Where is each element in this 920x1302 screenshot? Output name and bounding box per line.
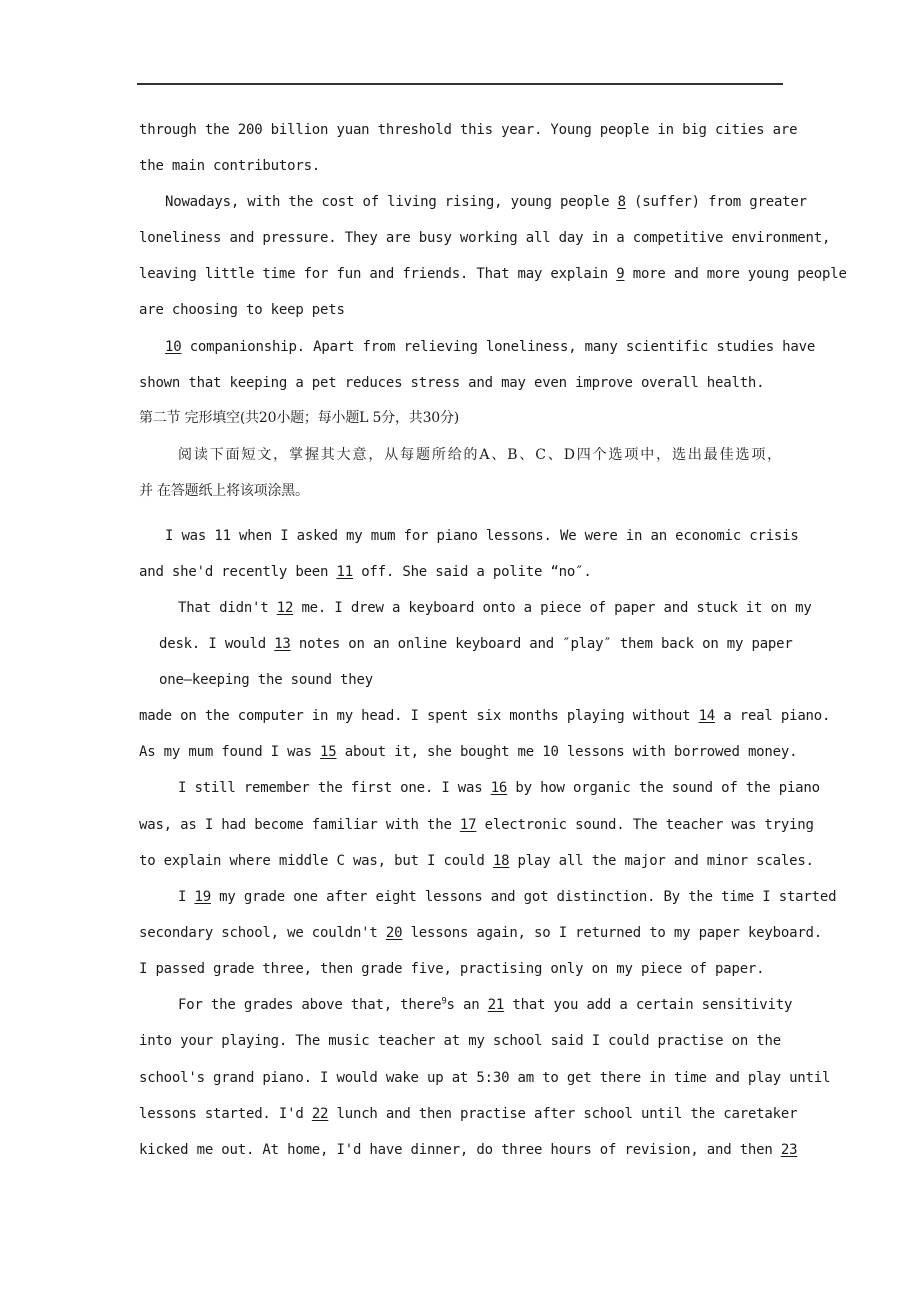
text-line: leaving little time for fun and friends. That may explain 9 more and more young people (139, 266, 847, 282)
blank-21: 21 (487, 997, 505, 1013)
blank-8: 8 (617, 194, 626, 210)
text-line: I was 11 when I asked my mum for piano lessons. We were in an economic crisis (165, 528, 799, 544)
text-line: shown that keeping a pet reduces stress and may even improve overall health. (139, 375, 765, 391)
blank-9: 9 (616, 266, 625, 282)
text-line: through the 200 billion yuan threshold this year. Young people in big cities are (139, 122, 798, 138)
text-line: secondary school, we couldn't 20 lessons again, so I returned to my paper keyboard. (139, 925, 823, 941)
text-line: For the grades above that, there$^9$s an 21 that you add a certain sensitivity (178, 996, 793, 1013)
blank-18: 18 (492, 853, 510, 869)
blank-12: 12 (276, 600, 294, 616)
text-line: was, as I had become familiar with the 17 electronic sound. The teacher was trying (139, 817, 814, 833)
text-line: made on the computer in my head. I spent six months playing without 14 a real piano. (139, 708, 831, 724)
blank-23: 23 (780, 1142, 798, 1158)
text-line: one—keeping the sound they (159, 672, 373, 688)
text-line: into your playing. The music teacher at my school said I could practise on the (139, 1033, 781, 1049)
text-line: desk. I would 13 notes on an online keyboard and ″play″ them back on my paper (159, 636, 793, 652)
blank-13: 13 (274, 636, 291, 652)
text-line: I 19 my grade one after eight lessons and got distinction. By the time I started (178, 889, 837, 905)
blank-17: 17 (459, 817, 477, 833)
instructions-line: 阅读下面短文，掌握其大意，从每题所给的A、B、C、D四个选项中，选出最佳选项， (178, 447, 781, 463)
text-line: school's grand piano. I would wake up at 5:30 am to get there in time and play until (139, 1070, 831, 1086)
blank-20: 20 (385, 925, 403, 941)
blank-22: 22 (311, 1106, 329, 1122)
text-line: As my mum found I was 15 about it, she bought me 10 lessons with borrowed money. (139, 744, 798, 760)
instructions-line: 并 在答题纸上将该项涂黑。 (139, 483, 309, 499)
blank-11: 11 (336, 564, 353, 580)
text-line: I still remember the first one. I was 16 by how organic the sound of the piano (178, 780, 820, 796)
text-line: are choosing to keep pets (139, 302, 345, 318)
text-line: Nowadays, with the cost of living rising, young people 8 (suffer) from greater (165, 194, 807, 210)
text-line: 10 companionship. Apart from relieving loneliness, many scientific studies have (165, 339, 816, 355)
blank-16: 16 (490, 780, 508, 796)
text-line: loneliness and pressure. They are busy working all day in a competitive environment, (139, 230, 831, 246)
blank-19: 19 (194, 889, 211, 905)
blank-15: 15 (320, 744, 337, 760)
text-line: kicked me out. At home, I'd have dinner, do three hours of revision, and then 23 (139, 1142, 798, 1158)
text-line: That didn't 12 me. I drew a keyboard onto a piece of paper and stuck it on my (178, 600, 812, 616)
text-line: the main contributors. (139, 158, 321, 174)
blank-10: 10 (165, 339, 182, 355)
section-heading: 第二节 完形填空(共20小题；每小题L 5分，共30分) (139, 410, 460, 426)
text-line: to explain where middle C was, but I could 18 play all the major and minor scales. (139, 853, 814, 869)
blank-14: 14 (698, 708, 716, 724)
text-line: I passed grade three, then grade five, practising only on my piece of paper. (139, 961, 765, 977)
text-line: lessons started. I'd 22 lunch and then practise after school until the caretaker (139, 1106, 798, 1122)
text-line: and she'd recently been 11 off. She said a polite “no″. (139, 564, 592, 580)
header-rule (137, 83, 783, 85)
